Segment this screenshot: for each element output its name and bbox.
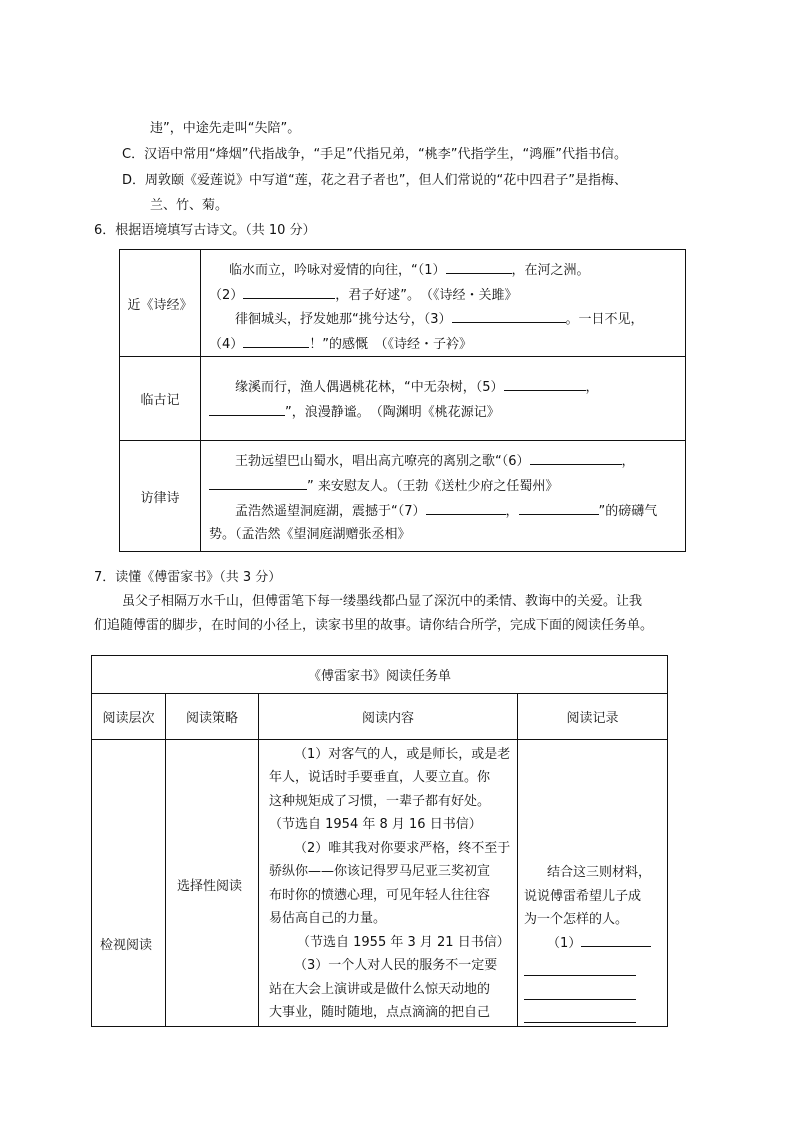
row-label: 近《诗经》 [120,250,201,356]
content-line: （节选自 1955 年 3 月 21 日书信） [297,935,510,950]
answer-blank-6[interactable] [530,450,622,465]
text: ， [505,504,519,519]
text-line [235,450,635,472]
text-line [235,308,644,330]
answer-line[interactable] [524,999,636,1000]
answer-line[interactable] [524,1022,636,1023]
answer-blank-5b[interactable] [209,401,285,416]
text: 缘溪而行，渔人偶遇桃花林，“中无杂树，（5） [235,380,504,395]
row-content [201,440,685,552]
table-row [120,356,685,441]
text-line [209,333,472,355]
header-record: 阅读记录 [566,711,619,726]
content-line: （节选自 1954 年 8 月 16 日书信） [269,817,482,832]
question-7-paragraph-2: 们追随傅雷的脚步，在时间的小径上，读家书里的故事。请你结合所学，完成下面的阅读任务单。 [94,618,654,633]
text-line [235,376,599,398]
row-content [201,250,685,356]
text: ” 来安慰友人。（王勃《送杜少府之任蜀州》 [307,479,559,494]
text: （1） [547,936,582,951]
answer-blank-2[interactable] [243,284,335,299]
content-line: 年人，说话时手要垂直，人要立直。你 [269,770,491,785]
reading-task-table [91,655,668,1027]
text: ”的磅礴气 [598,504,658,519]
row-content [201,356,685,440]
option-d-line2: 兰、竹、菊。 [150,198,229,213]
content-line: 布时你的愤懑心理，可见年轻人往往容 [269,888,491,903]
table-row [120,250,685,357]
content-line: 骄纵你——你该记得罗马尼亚三奖初宣 [269,864,491,879]
question-6-title: 6．根据语境填写古诗文。（共 10 分） [94,223,316,238]
content-line: （1）对客气的人，或是师长，或是老 [294,747,511,762]
content-line: 这种规矩成了习惯，一辈子都有好处。 [269,794,491,809]
answer-blank-4[interactable] [243,333,309,348]
content-line: （2）唯其我对你要求严格，终不至于 [294,841,511,856]
text: 徘徊城头，抒发她那“挑兮达兮，（3） [235,312,452,327]
text-line [209,284,518,306]
record-line: 为一个怎样的人。 [524,912,629,927]
row-label: 访律诗 [120,440,201,552]
header-strategy: 阅读策略 [185,711,238,726]
content-line: （3）一个人对人民的服务不一定要 [294,958,498,973]
content-line: 易估高自己的力量。 [269,911,387,926]
text: 孟浩然遥望洞庭湖，震撼于“（7） [235,504,426,519]
text: 王勃远望巴山蜀水，唱出高亢嘹亮的离别之歌“（6） [235,454,530,469]
header-content: 阅读内容 [361,711,414,726]
header-level: 阅读层次 [102,711,155,726]
table-row [120,440,685,552]
text-line [209,475,558,497]
answer-line[interactable] [524,975,636,976]
text: （4） [209,337,244,352]
option-b-tail: 违”，中途先走叫“失陪”。 [150,121,301,136]
answer-blank-record-1[interactable] [581,932,651,947]
divider [92,739,667,740]
question-7-title: 7．读懂《傅雷家书》（共 3 分） [94,570,282,585]
option-c: C．汉语中常用“烽烟”代指战争，“手足”代指兄弟，“桃李”代指学生，“鸿雁”代指书信。 [122,147,627,162]
reading-level: 检视阅读 [100,938,153,953]
text: ”，浪漫静谧。 （陶渊明《桃花源记》 [285,405,500,420]
reading-strategy: 选择性阅读 [177,879,243,894]
text: ，君子好逑”。 （《诗经・关雎》 [335,288,518,303]
answer-blank-7[interactable] [426,500,506,515]
question-7-paragraph-1: 虽父子相隔万水千山，但傅雷笔下每一缕墨线都凸显了深沉中的柔情、教诲中的关爱。让我 [122,594,643,609]
answer-blank-6b[interactable] [209,475,307,490]
content-line: 大事业，随时随地，点点滴滴的把自己 [269,1005,491,1020]
text-line [209,525,411,545]
option-d-line1: D．周敦颐《爱莲说》中写道“莲，花之君子者也”，但人们常说的“花中四君子”是指梅、 [122,173,627,188]
text: ， [621,454,635,469]
poetry-fill-table [119,249,686,552]
answer-blank-3[interactable] [452,308,566,323]
divider [517,693,518,1026]
record-line: 说说傅雷希望儿子成 [524,889,642,904]
text: ， [585,380,599,395]
text: 。一日不见， [565,312,644,327]
table-caption: 《傅雷家书》阅读任务单 [307,669,451,684]
text: 势。（孟浩然《望洞庭湖赠张丞相》 [209,527,411,542]
answer-blank-1[interactable] [446,259,512,274]
divider [258,693,259,1026]
content-line: 站在大会上演讲或是做什么惊天动地的 [269,982,491,997]
record-line: 结合这三则材料， [547,865,652,880]
text-line [229,259,590,281]
answer-blank-5[interactable] [504,376,586,391]
text: ，在河之洲。 [511,263,590,278]
text: 临水而立，吟咏对爱情的向往，“（1） [229,263,446,278]
text-line [235,500,657,522]
record-line [547,932,651,956]
text: （2） [209,288,244,303]
text: ！”的感慨 （《诗经・子衿》 [309,337,473,352]
row-label: 临古记 [120,356,201,440]
text-line [209,401,500,423]
answer-blank-7b[interactable] [519,500,599,515]
divider [165,693,166,1026]
